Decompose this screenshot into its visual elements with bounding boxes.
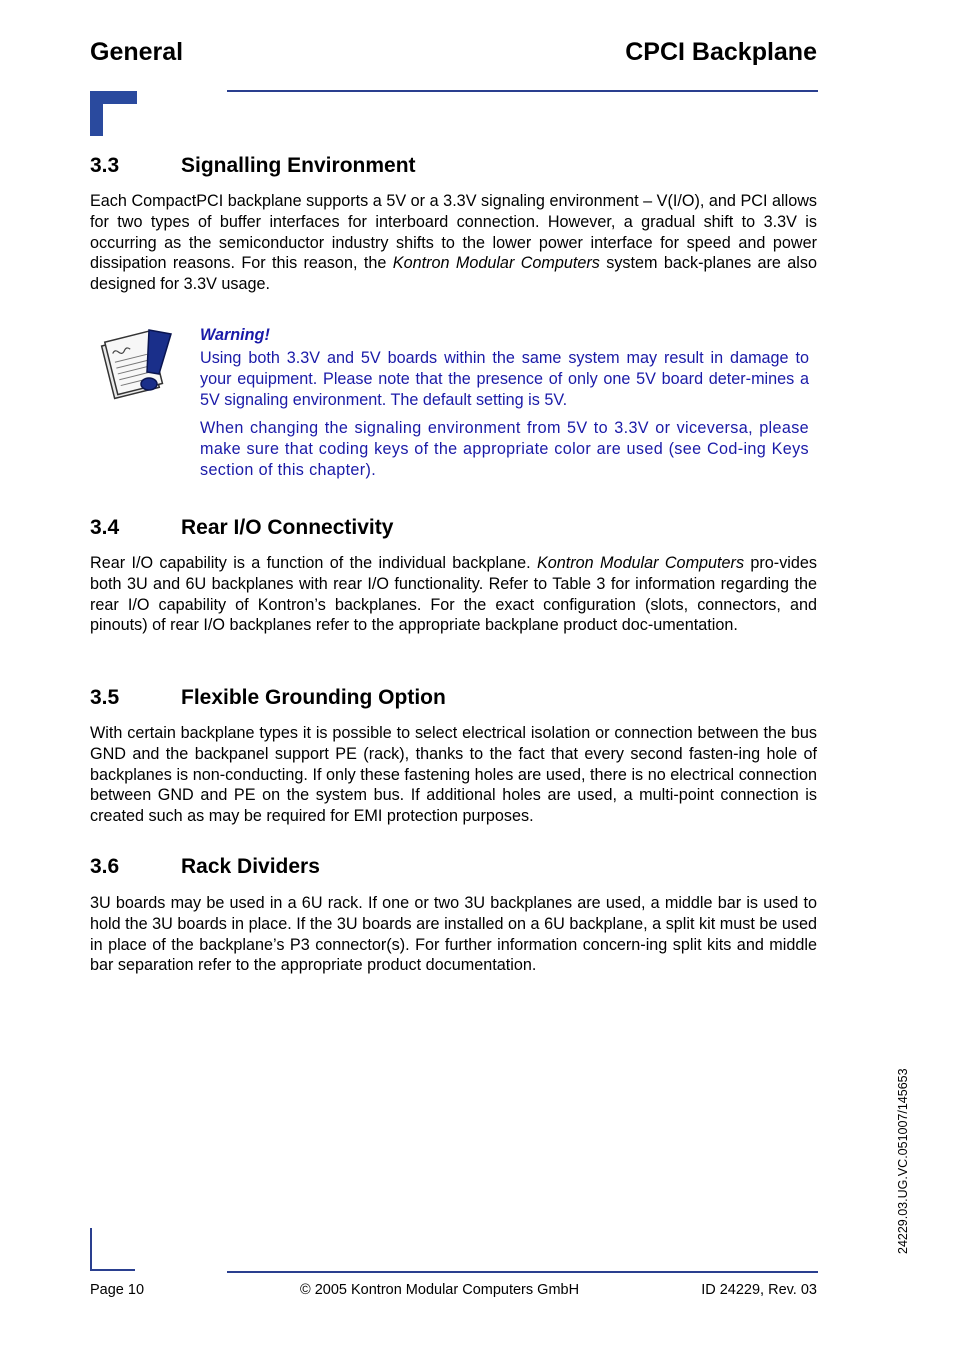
document-code-vertical: 24229.03.UG.VC.051007/145653 <box>896 1068 910 1254</box>
header-product-title: CPCI Backplane <box>625 38 817 66</box>
section-3-5-body <box>90 723 817 827</box>
section-3-4-body <box>90 553 817 636</box>
footer-corner-horizontal <box>90 1269 135 1271</box>
section-number: 3.4 <box>90 516 120 539</box>
section-3-5-heading <box>90 686 446 710</box>
section-3-6-heading <box>90 855 320 879</box>
footer-rule <box>227 1271 818 1273</box>
section-title: Flexible Grounding Option <box>181 686 446 709</box>
section-title: Rear I/O Connectivity <box>181 516 394 539</box>
section-3-3-body <box>90 191 817 295</box>
warning-notepad-exclamation-icon <box>97 326 177 402</box>
company-name-italic: Kontron Modular Computers <box>536 554 745 572</box>
body-text-run: system back-planes are also designed for 3.3V usage. <box>90 254 818 294</box>
body-text-run: pro-vides both 3U and 6U backplanes with rear I/O functionality. Refer to Table 3 for information regarding the rear I/O capability of Kontron’s backplanes. For the exact configuration (slots, connectors, and pinouts) of rear I/O backplanes refer to the appropriate backplane product doc-umentation. <box>90 554 817 635</box>
body-text-run: Each CompactPCI backplane supports a 5V or a 3.3V signaling environment – V(I/O), and PCI allows for two types of buffer interfaces for interboard connection. However, a gradual shift to 3.3V is occurring as the semiconductor industry shifts to the lower power interface for speed and power dissipation reasons. For this reason, the <box>90 192 817 273</box>
warning-paragraph-1: Using both 3.3V and 5V boards within the same system may result in damage to your equipment. Please note that the presence of only one 5V board deter-mines a 5V signaling environment. The default setting is 5V. <box>200 349 809 409</box>
warning-text-block <box>200 325 809 481</box>
body-text-run: Rear I/O capability is a function of the individual backplane. <box>90 554 537 572</box>
section-number: 3.5 <box>90 686 120 709</box>
footer-page-number: Page 10 <box>90 1282 145 1298</box>
footer-copyright: © 2005 Kontron Modular Computers GmbH <box>300 1282 580 1298</box>
section-title: Rack Dividers <box>181 855 320 878</box>
header-chapter-title: General <box>90 38 184 66</box>
section-number: 3.3 <box>90 154 120 177</box>
footer-corner-vertical <box>90 1228 92 1271</box>
section-title: Signalling Environment <box>181 154 416 177</box>
footer-document-id: ID 24229, Rev. 03 <box>701 1282 817 1298</box>
company-name-italic: Kontron Modular Computers <box>392 254 600 273</box>
section-3-6-body <box>90 893 817 976</box>
warning-paragraph-2: When changing the signaling environment from 5V to 3.3V or viceversa, please make sure that coding keys of the appropriate color are used (see Cod-ing Keys section of this chapter). <box>200 419 809 479</box>
warning-title: Warning! <box>200 326 270 344</box>
header-rule <box>227 90 818 92</box>
section-3-3-heading <box>90 154 416 178</box>
body-text-run: With certain backplane types it is possible to select electrical isolation or connection between the bus GND and the backpanel support PE (rack), thanks to the fact that every second fasten-ing hole of backplanes is non-conducting. If only these fastening holes are used, there is no electrical connection between GND and PE on the system bus. If additional holes are used, a multi-point connection is created such as may be required for EMI protection purposes. <box>90 724 817 826</box>
section-number: 3.6 <box>90 855 120 878</box>
body-text-run: 3U boards may be used in a 6U rack. If one or two 3U backplanes are used, a middle bar is used to hold the 3U boards in place. If the 3U boards are installed on a 6U backplane, a split kit must be used in place of the backplane’s P3 connector(s). For further information concern-ing split kits and middle bar separation refer to the appropriate product documentation. <box>90 894 817 975</box>
corner-bracket-vertical <box>90 91 103 136</box>
section-3-4-heading <box>90 516 393 540</box>
